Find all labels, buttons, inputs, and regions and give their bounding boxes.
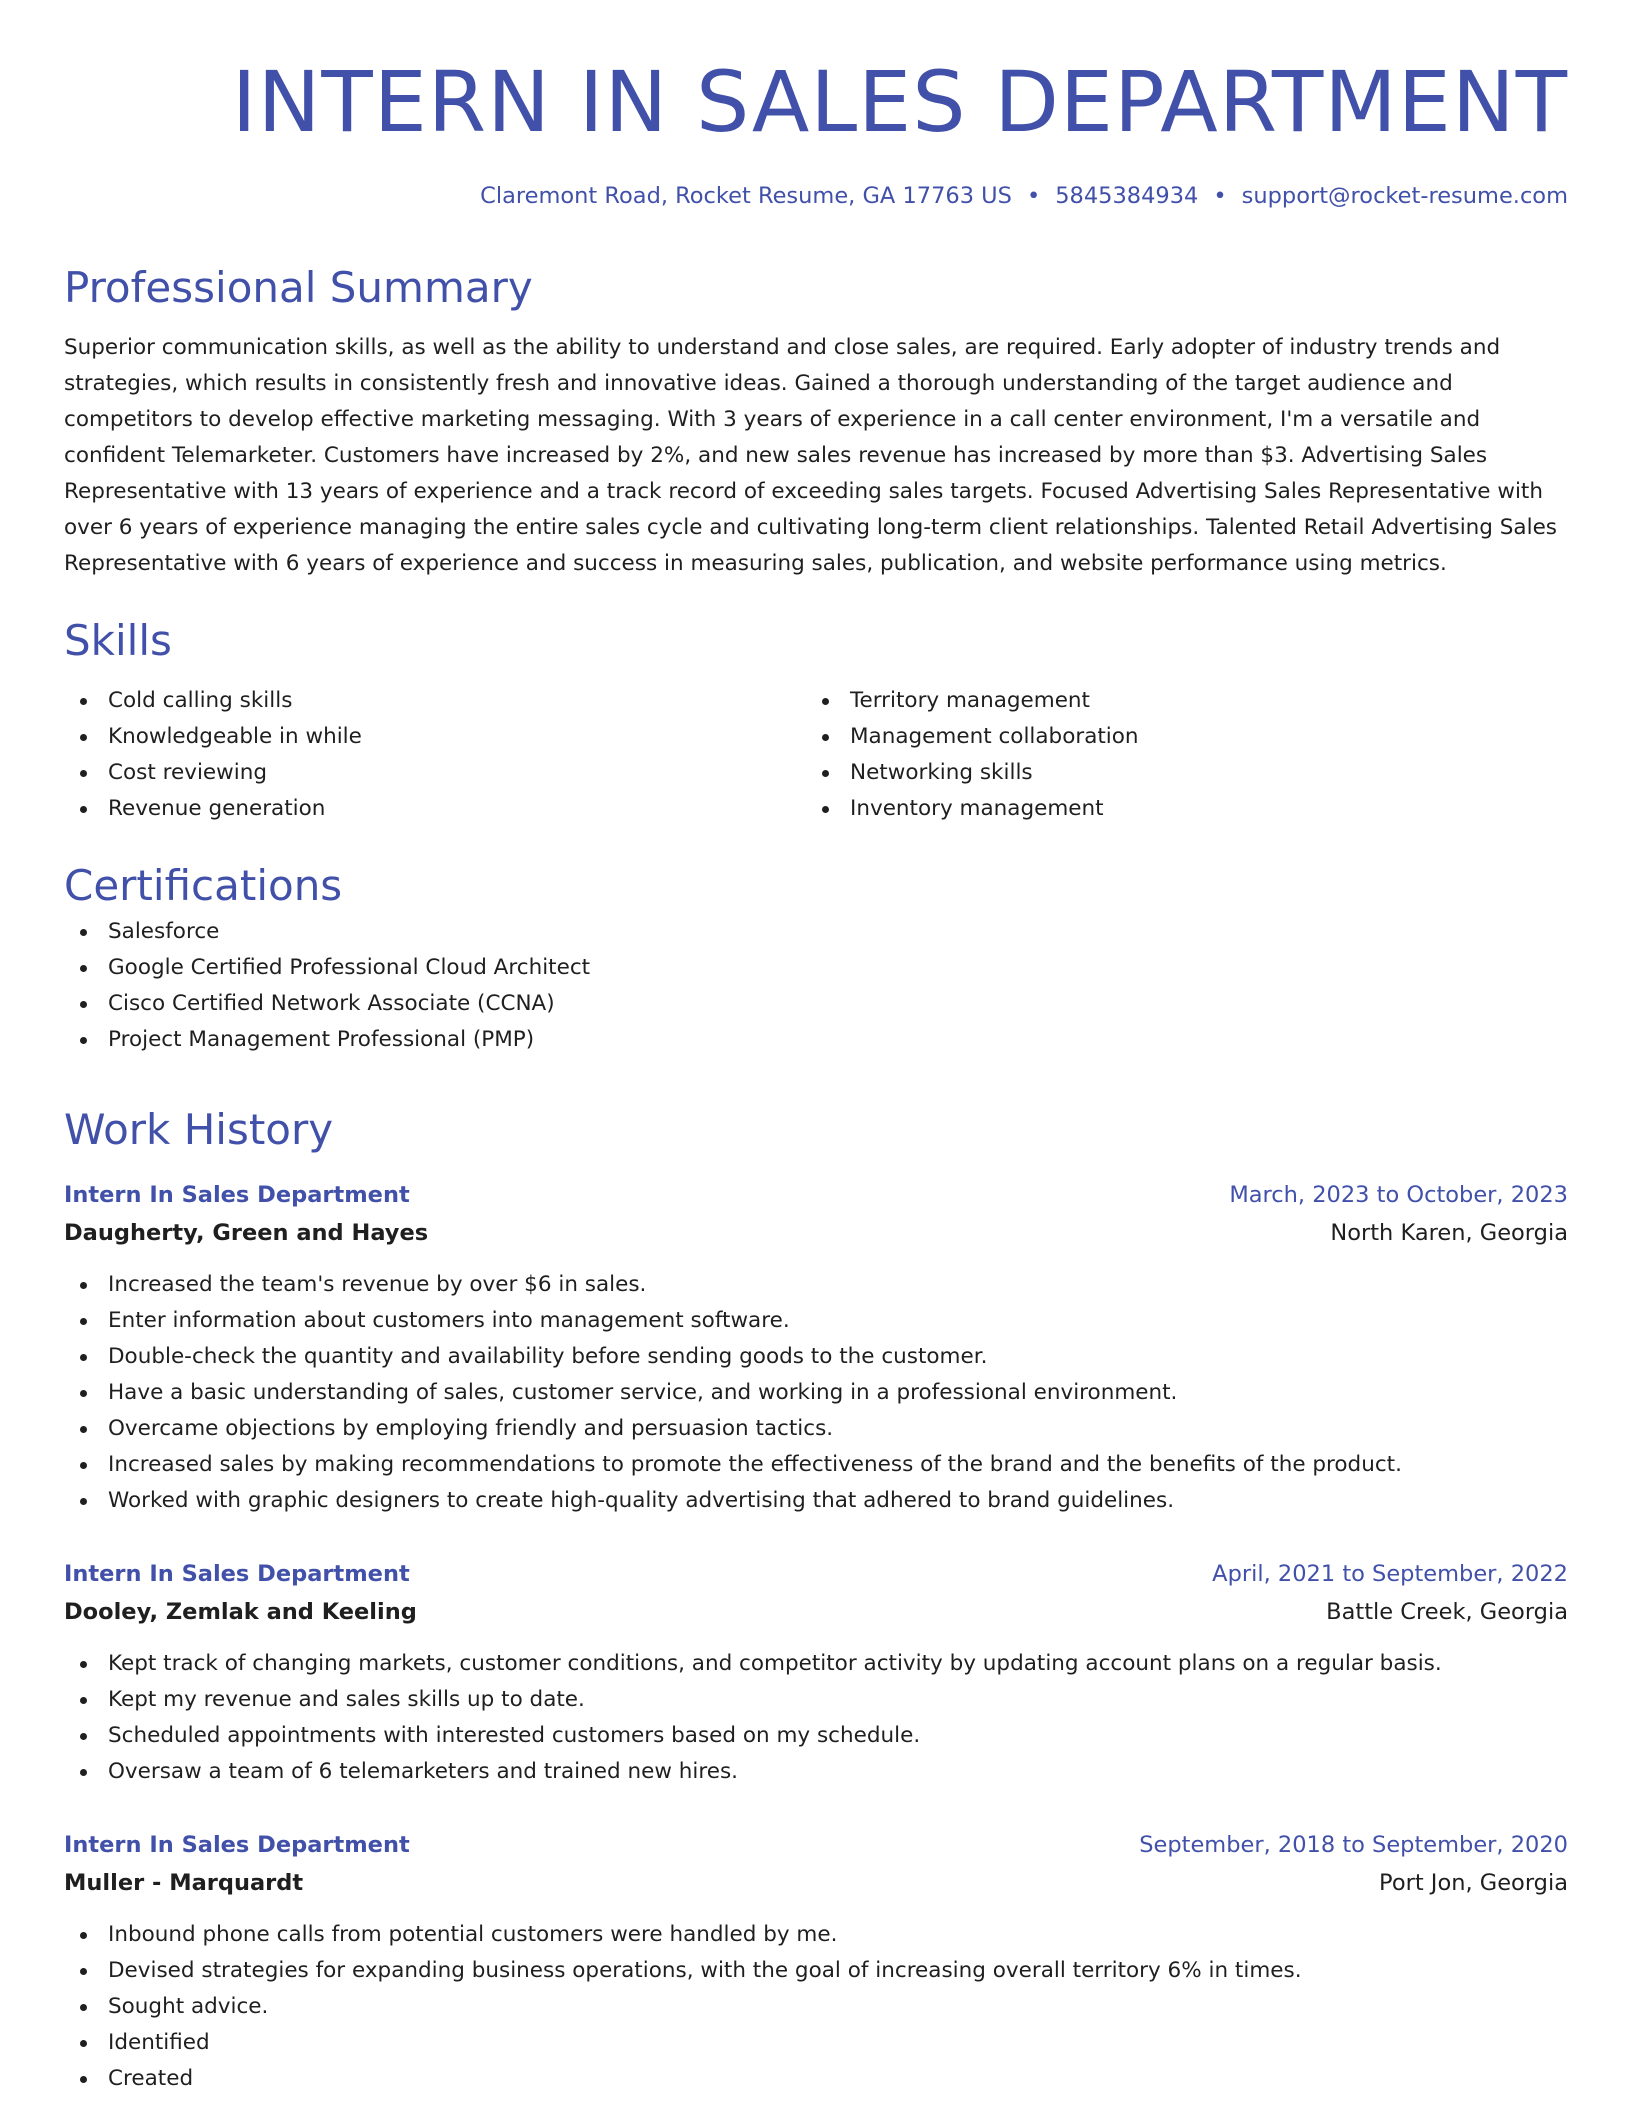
address: Claremont Road, Rocket Resume, GA 17763 US xyxy=(480,183,1012,209)
job-location: Port Jon, Georgia xyxy=(1379,1870,1568,1896)
list-item: Scheduled appointments with interested customers based on my schedule. xyxy=(64,1718,1568,1754)
list-item: Double-check the quantity and availability before sending goods to the customer. xyxy=(64,1339,1568,1375)
work-history-section xyxy=(64,1102,1568,1158)
certifications-list xyxy=(64,914,1568,1058)
job-company-row xyxy=(64,1592,1568,1632)
job-location: Battle Creek, Georgia xyxy=(1326,1599,1568,1625)
list-item: Sought advice. xyxy=(64,1989,1568,2025)
list-item: Have a basic understanding of sales, customer service, and working in a professional environment. xyxy=(64,1375,1568,1411)
contact-separator: • xyxy=(1026,183,1041,209)
skills-list-right xyxy=(806,683,1548,827)
job-dates: September, 2018 to September, 2020 xyxy=(1139,1832,1568,1858)
job-bullets xyxy=(64,1917,1568,2097)
contact-line xyxy=(480,180,1568,212)
list-item: Territory management xyxy=(806,683,1548,719)
list-item: Kept track of changing markets, customer conditions, and competitor activity by updating account plans on a regular basis. xyxy=(64,1646,1568,1682)
list-item: Cold calling skills xyxy=(64,683,806,719)
job-company: Dooley, Zemlak and Keeling xyxy=(64,1599,417,1625)
list-item: Project Management Professional (PMP) xyxy=(64,1022,1568,1058)
job-title: Intern In Sales Department xyxy=(64,1832,410,1858)
contact-separator: • xyxy=(1213,183,1227,209)
list-item: Created xyxy=(64,2061,1568,2097)
list-item: Cisco Certified Network Associate (CCNA) xyxy=(64,986,1568,1022)
list-item: Increased the team's revenue by over $6 in sales. xyxy=(64,1267,1568,1303)
job-bullets xyxy=(64,1646,1568,1790)
summary-heading: Professional Summary xyxy=(64,263,533,312)
job-company-row xyxy=(64,1863,1568,1903)
job-entry xyxy=(64,1556,1568,1790)
certifications-heading: Certifications xyxy=(64,861,343,910)
job-dates: March, 2023 to October, 2023 xyxy=(1229,1182,1568,1208)
skills-grid xyxy=(64,683,1568,827)
work-history-heading: Work History xyxy=(64,1105,334,1154)
skills-section xyxy=(64,613,1568,827)
job-company-row xyxy=(64,1213,1568,1253)
job-dates: April, 2021 to September, 2022 xyxy=(1212,1561,1568,1587)
skills-column-left xyxy=(64,683,806,827)
list-item: Revenue generation xyxy=(64,791,806,827)
certifications-section xyxy=(64,858,1568,1058)
summary-text: Superior communication skills, as well as the ability to understand and close sales, are required. Early adopter of industry trends and strategies, which results in consistently fresh and innovative ideas. Gained a thorough understanding of the target audience and competitors to develop effective marketing messaging. With 3 years of experience in a call center environment, I'm a versatile and confident Telemarketer. Customers have increased by 2%, and new sales revenue has increased by more than $3. Advertising Sales Representative with 13 years of experience and a track record of exceeding sales targets. Focused Advertising Sales Representative with over 6 years of experience managing the entire sales cycle and cultivating long-term client relationships. Talented Retail Advertising Sales Representative with 6 years of experience and success in measuring sales, publication, and website performance using metrics. xyxy=(64,335,1558,576)
resume-title: INTERN IN SALES DEPARTMENT xyxy=(231,53,1568,151)
skills-heading: Skills xyxy=(64,616,172,665)
job-company: Muller - Marquardt xyxy=(64,1870,304,1896)
list-item: Devised strategies for expanding business operations, with the goal of increasing overall territory 6% in times. xyxy=(64,1953,1568,1989)
list-item: Oversaw a team of 6 telemarketers and trained new hires. xyxy=(64,1754,1568,1790)
list-item: Knowledgeable in while xyxy=(64,719,806,755)
list-item: Worked with graphic designers to create high-quality advertising that adhered to brand guidelines. xyxy=(64,1483,1568,1519)
list-item: Google Certified Professional Cloud Architect xyxy=(64,950,1568,986)
list-item: Overcame objections by employing friendly and persuasion tactics. xyxy=(64,1411,1568,1447)
summary-section xyxy=(64,260,1568,582)
job-location: North Karen, Georgia xyxy=(1330,1220,1568,1246)
job-bullets xyxy=(64,1267,1568,1519)
job-header-row xyxy=(64,1556,1568,1592)
list-item: Salesforce xyxy=(64,914,1568,950)
job-title: Intern In Sales Department xyxy=(64,1182,410,1208)
phone: 5845384934 xyxy=(1055,183,1199,209)
list-item: Identified xyxy=(64,2025,1568,2061)
email-link[interactable]: support@rocket-resume.com xyxy=(1241,183,1568,209)
list-item: Inbound phone calls from potential customers were handled by me. xyxy=(64,1917,1568,1953)
skills-list-left xyxy=(64,683,806,827)
skills-column-right xyxy=(806,683,1548,827)
list-item: Cost reviewing xyxy=(64,755,806,791)
list-item: Kept my revenue and sales skills up to date. xyxy=(64,1682,1568,1718)
list-item: Networking skills xyxy=(806,755,1548,791)
list-item: Management collaboration xyxy=(806,719,1548,755)
job-company: Daugherty, Green and Hayes xyxy=(64,1220,429,1246)
list-item: Increased sales by making recommendations to promote the effectiveness of the brand and the benefits of the product. xyxy=(64,1447,1568,1483)
job-entry xyxy=(64,1177,1568,1519)
job-header-row xyxy=(64,1827,1568,1863)
job-entry xyxy=(64,1827,1568,2097)
job-title: Intern In Sales Department xyxy=(64,1561,410,1587)
job-header-row xyxy=(64,1177,1568,1213)
list-item: Inventory management xyxy=(806,791,1548,827)
list-item: Enter information about customers into management software. xyxy=(64,1303,1568,1339)
